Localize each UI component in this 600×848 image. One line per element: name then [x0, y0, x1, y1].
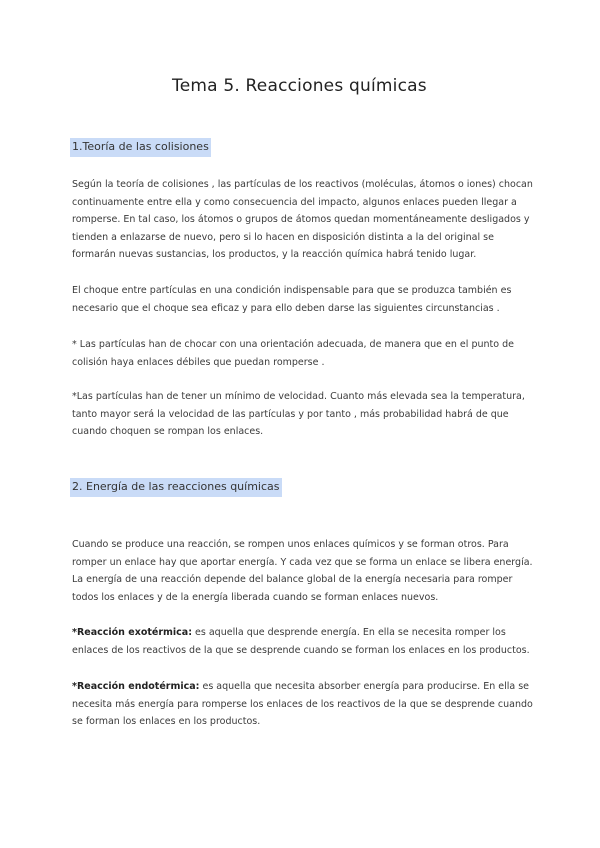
section-heading-colisiones: 1.Teoría de las colisiones — [70, 138, 211, 157]
paragraph-velocidad: *Las partículas han de tener un mínimo de velocidad. Cuanto más elevada sea la temperatura, tanto mayor será la velocidad de las partículas y por tanto , más probabilidad habrá de que cuando choquen se rompan los enlaces. — [72, 391, 525, 438]
exotermica-label: *Reacción exotérmica: — [72, 627, 193, 638]
paragraph-choque-eficaz: El choque entre partículas en una condición indispensable para que se produzca también es necesario que el choque sea eficaz y para ello deben darse las siguientes circunstancias . — [72, 285, 512, 314]
section-heading-energia: 2. Energía de las reacciones químicas — [70, 478, 282, 497]
paragraph-colisiones-intro: Según la teoría de colisiones , las partículas de los reactivos (moléculas, átomos o iones) chocan continuamente entre ella y como consecuencia del impacto, algunos enlaces pueden llegar a romperse. En tal caso, los átomos o grupos de átomos quedan momentáneamente desligados y tienden a enlazarse de nuevo, pero si lo hacen en disposición distinta a la del original se formarán nuevas sustancias, los productos, y la reacción química habrá tenido lugar. — [72, 179, 533, 261]
endotermica-label: *Reacción endotérmica: — [72, 681, 200, 692]
paragraph-energia-intro: Cuando se produce una reacción, se rompen unos enlaces químicos y se forman otros. Para romper un enlace hay que aportar energía. Y cada vez que se forma un enlace se libera energía. La energía de una reacción depende del balance global de la energía necesaria para romper todos los enlaces y de la energía liberada cuando se forman enlaces nuevos. — [72, 539, 533, 603]
paragraph-endotermica — [72, 678, 534, 731]
exotermica-text: es aquella que desprende energía. En ella se necesita romper los enlaces de los reactivos de la que se desprende cuando se forman los enlaces en los productos. — [72, 627, 530, 656]
paragraph-exotermica — [72, 624, 534, 659]
endotermica-text: es aquella que necesita absorber energía para producirse. En ella se necesita más energía para romperse los enlaces de los reactivos de la que se desprende cuando se forman los enlaces en los productos. — [72, 681, 533, 728]
page-title: Tema 5. Reacciones químicas — [172, 76, 427, 96]
paragraph-orientacion: * Las partículas han de chocar con una orientación adecuada, de manera que en el punto de colisión haya enlaces débiles que puedan romperse . — [72, 339, 514, 368]
